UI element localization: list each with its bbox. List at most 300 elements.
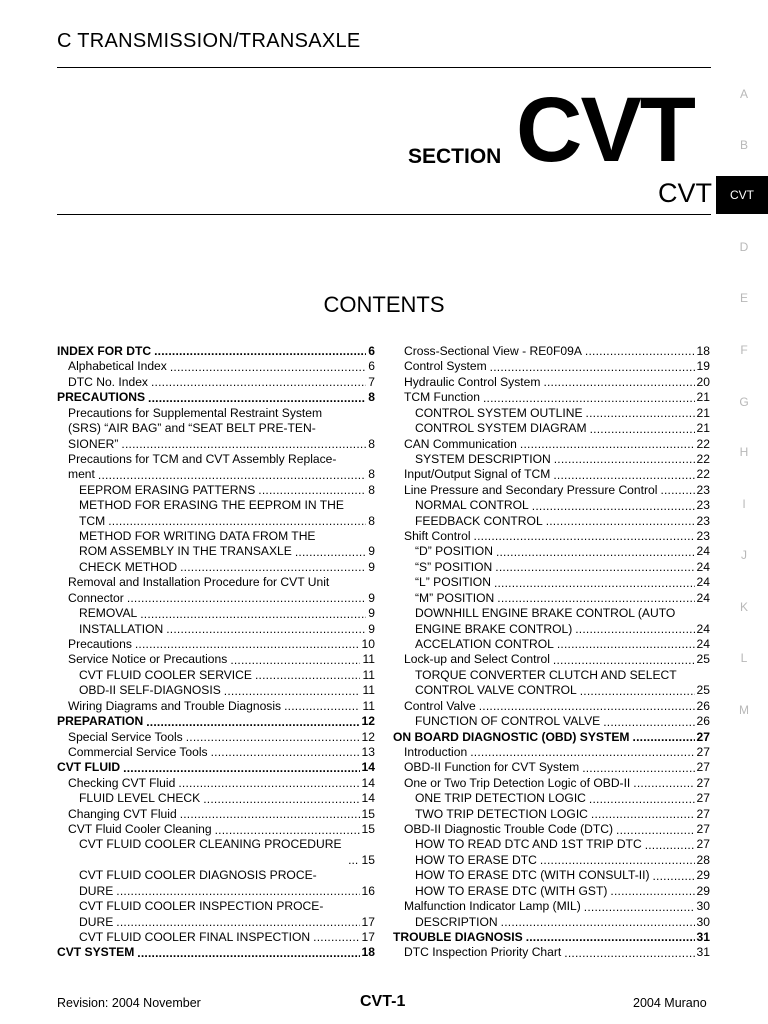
- toc-entry-title: Commercial Service Tools: [68, 744, 208, 759]
- toc-entry-title: TORQUE CONVERTER CLUTCH AND SELECT: [415, 667, 677, 682]
- toc-dot-leader: [483, 391, 695, 406]
- toc-dot-leader: [166, 622, 366, 637]
- toc-entry[interactable]: [393, 699, 710, 714]
- toc-entry[interactable]: [57, 591, 375, 606]
- toc-entry[interactable]: [57, 498, 375, 513]
- toc-entry-page: 9: [368, 590, 375, 605]
- toc-entry[interactable]: [57, 483, 375, 498]
- toc-entry[interactable]: [393, 606, 710, 621]
- toc-dot-leader: [470, 745, 694, 760]
- toc-entry-page: 24: [696, 621, 710, 636]
- toc-dot-leader: [479, 699, 695, 714]
- section-rule: [57, 214, 711, 215]
- toc-entry[interactable]: [57, 437, 375, 452]
- toc-entry-page: 12: [361, 729, 375, 744]
- toc-entry-page: 30: [696, 899, 710, 914]
- toc-entry-page: 23: [696, 498, 710, 513]
- toc-entry[interactable]: [393, 822, 710, 837]
- section-subtitle: CVT: [658, 178, 712, 208]
- toc-entry-title: CVT FLUID COOLER DIAGNOSIS PROCE-: [79, 868, 317, 883]
- toc-entry[interactable]: [57, 945, 375, 960]
- toc-entry-page: 24: [696, 637, 710, 651]
- toc-dot-leader: [633, 776, 694, 791]
- toc-entry-title: ONE TRIP DETECTION LOGIC: [415, 791, 586, 806]
- toc-dot-leader: [564, 946, 694, 961]
- toc-entry-title: HOW TO ERASE DTC: [415, 852, 537, 867]
- toc-dot-leader: [591, 807, 695, 822]
- toc-entry[interactable]: [393, 498, 710, 513]
- toc-dot-leader: [494, 576, 695, 591]
- toc-entry[interactable]: [393, 437, 710, 452]
- toc-entry[interactable]: [393, 421, 710, 436]
- toc-entry[interactable]: [57, 791, 375, 806]
- toc-dot-leader: [660, 483, 694, 498]
- toc-entry-page: 26: [696, 698, 710, 713]
- toc-entry-page: 16: [361, 883, 375, 898]
- toc-entry-title: CVT Fluid Cooler Cleaning: [68, 822, 212, 837]
- toc-entry-title: CVT FLUID COOLER SERVICE: [79, 667, 252, 682]
- toc-entry[interactable]: [57, 930, 375, 945]
- toc-entry[interactable]: [393, 868, 710, 883]
- toc-entry-page: 8: [368, 513, 375, 528]
- toc-entry[interactable]: [393, 838, 710, 853]
- toc-entry[interactable]: [393, 344, 710, 359]
- toc-entry[interactable]: [57, 452, 375, 467]
- toc-dot-leader: [178, 776, 359, 791]
- side-tab-l[interactable]: L: [740, 651, 748, 665]
- toc-right-column: [393, 344, 710, 961]
- toc-dot-leader: [137, 946, 359, 961]
- toc-entry-page: 27: [696, 775, 710, 790]
- toc-entry-title: (SRS) “AIR BAG” and “SEAT BELT PRE-TEN-: [68, 421, 316, 436]
- toc-entry-page: 29: [696, 868, 710, 883]
- toc-entry-title: REMOVAL: [79, 606, 138, 621]
- toc-entry-title: METHOD FOR WRITING DATA FROM THE: [79, 529, 316, 544]
- toc-entry[interactable]: [393, 591, 710, 606]
- footer-revision: Revision: 2004 November: [57, 996, 201, 1010]
- toc-entry[interactable]: [57, 884, 375, 899]
- toc-entry[interactable]: [57, 390, 375, 405]
- toc-dot-leader: [653, 869, 695, 884]
- side-tab-e[interactable]: E: [739, 291, 748, 305]
- side-tab-b[interactable]: B: [739, 138, 748, 152]
- toc-entry[interactable]: [393, 714, 710, 729]
- toc-entry[interactable]: [57, 375, 375, 390]
- toc-dot-leader: [151, 375, 366, 390]
- toc-entry-title: “S” POSITION: [415, 559, 493, 574]
- toc-entry-title: “D” POSITION: [415, 544, 493, 559]
- toc-entry-page: 30: [696, 914, 710, 929]
- side-tab-m[interactable]: M: [739, 703, 749, 717]
- toc-entry-page: 11: [362, 652, 375, 667]
- side-tab-cvt[interactable]: CVT: [716, 176, 768, 214]
- toc-entry-page: 26: [696, 714, 710, 729]
- toc-dot-leader: [526, 930, 695, 945]
- toc-entry-title: TCM Function: [404, 390, 480, 405]
- toc-entry[interactable]: [393, 359, 710, 374]
- toc-entry[interactable]: [393, 467, 710, 482]
- toc-entry-title: One or Two Trip Detection Logic of OBD-II: [404, 775, 631, 790]
- toc-entry[interactable]: [393, 637, 710, 652]
- toc-dot-leader: [580, 684, 695, 699]
- toc-entry-title: CAN Communication: [404, 436, 517, 451]
- toc-entry-page: 7: [368, 374, 375, 389]
- toc-dot-leader: [546, 514, 695, 529]
- toc-entry[interactable]: [393, 807, 710, 822]
- toc-entry[interactable]: [393, 652, 710, 667]
- toc-entry-title: TWO TRIP DETECTION LOGIC: [415, 806, 588, 821]
- side-tab-h[interactable]: H: [739, 445, 749, 459]
- toc-entry[interactable]: [393, 760, 710, 775]
- toc-entry-title: Connector: [68, 590, 124, 605]
- toc-entry[interactable]: [57, 637, 375, 652]
- toc-entry-title: ENGINE BRAKE CONTROL): [415, 621, 573, 636]
- toc-entry[interactable]: [57, 745, 375, 760]
- toc-entry-title: “M” POSITION: [415, 590, 495, 605]
- toc-dot-leader: [616, 823, 695, 838]
- toc-entry-title: Introduction: [404, 744, 468, 759]
- toc-entry-title: Checking CVT Fluid: [68, 775, 176, 790]
- toc-dot-leader: [284, 699, 360, 714]
- side-tab-f[interactable]: F: [740, 343, 748, 357]
- toc-entry-title: Shift Control: [404, 529, 471, 544]
- toc-entry[interactable]: [57, 714, 375, 729]
- toc-entry-title: METHOD FOR ERASING THE EEPROM IN THE: [79, 498, 344, 513]
- footer-model: 2004 Murano: [633, 996, 707, 1010]
- toc-entry-title: OBD-II Function for CVT System: [404, 760, 580, 775]
- toc-entry[interactable]: [393, 668, 710, 683]
- toc-dot-leader: [215, 823, 360, 838]
- toc-entry-title: “L” POSITION: [415, 575, 491, 590]
- toc-entry[interactable]: [393, 406, 710, 421]
- toc-entry-title: INSTALLATION: [79, 621, 164, 636]
- toc-entry-page: 12: [361, 714, 375, 729]
- toc-dot-leader: [116, 884, 359, 899]
- toc-dot-leader: [258, 483, 366, 498]
- toc-dot-leader: [495, 560, 694, 575]
- toc-entry-title: CVT FLUID: [57, 760, 121, 775]
- toc-entry[interactable]: [57, 529, 375, 544]
- toc-entry-title: CVT FLUID COOLER FINAL INSPECTION: [79, 930, 311, 945]
- toc-dot-leader: [474, 529, 695, 544]
- toc-entry-title: NORMAL CONTROL: [415, 498, 529, 513]
- toc-entry-page: 17: [361, 930, 375, 945]
- toc-entry-page: 27: [696, 729, 710, 744]
- toc-entry-title: OBD-II SELF-DIAGNOSIS: [79, 683, 221, 698]
- toc-entry-page: 14: [361, 791, 375, 806]
- side-tab-g[interactable]: G: [739, 395, 749, 409]
- toc-dot-leader: [154, 344, 366, 359]
- toc-entry-title: DURE: [79, 914, 114, 929]
- side-tab-k[interactable]: K: [739, 600, 748, 614]
- side-tab-d[interactable]: D: [739, 240, 749, 254]
- toc-dot-leader: [313, 930, 359, 945]
- toc-entry-title: Removal and Installation Procedure for CVT Unit: [68, 575, 330, 590]
- toc-entry-title: Control Valve: [404, 698, 476, 713]
- toc-entry[interactable]: [57, 699, 375, 714]
- toc-dot-leader: [135, 637, 360, 652]
- toc-entry-title: TCM: [79, 513, 106, 528]
- toc-entry-page: 6: [368, 343, 375, 358]
- toc-entry[interactable]: [393, 390, 710, 405]
- toc-entry[interactable]: [57, 822, 375, 837]
- toc-dot-leader: [557, 637, 695, 652]
- toc-dot-leader: [180, 807, 360, 822]
- toc-entry-page: 27: [696, 791, 710, 806]
- toc-entry-title: DURE: [79, 883, 114, 898]
- toc-entry[interactable]: [393, 730, 710, 745]
- toc-entry-page: 23: [696, 529, 710, 544]
- toc-entry-page: 27: [696, 760, 710, 775]
- toc-entry-page: 8: [368, 482, 375, 497]
- toc-entry-page: 25: [696, 683, 710, 698]
- toc-entry-page: 31: [696, 930, 710, 945]
- toc-entry-page: 28: [696, 852, 710, 867]
- toc-entry-title: CONTROL VALVE CONTROL: [415, 683, 577, 698]
- toc-entry-page: 25: [696, 652, 710, 667]
- toc-entry[interactable]: [57, 514, 375, 529]
- toc-entry-page: 24: [696, 544, 710, 559]
- toc-entry-page: 15: [361, 806, 375, 821]
- toc-entry-page: ... 15: [348, 852, 375, 867]
- toc-dot-leader: [224, 684, 361, 699]
- toc-dot-leader: [230, 653, 360, 668]
- toc-dot-leader: [586, 406, 695, 421]
- toc-entry[interactable]: [393, 915, 710, 930]
- toc-entry[interactable]: [57, 575, 375, 590]
- toc-entry[interactable]: [393, 622, 710, 637]
- toc-dot-leader: [590, 422, 695, 437]
- toc-entry[interactable]: [393, 884, 710, 899]
- toc-entry-page: 23: [696, 513, 710, 528]
- toc-entry-title: EEPROM ERASING PATTERNS: [79, 482, 256, 497]
- toc-entry-title: SYSTEM DESCRIPTION: [415, 451, 551, 466]
- toc-entry-page: 21: [696, 390, 710, 405]
- toc-dot-leader: [553, 653, 695, 668]
- toc-entry-page: 23: [696, 482, 710, 497]
- toc-entry-page: 18: [361, 945, 375, 960]
- toc-dot-leader: [108, 514, 366, 529]
- toc-entry-page: 10: [361, 637, 375, 651]
- toc-entry[interactable]: [393, 529, 710, 544]
- toc-entry-title: CHECK METHOD: [79, 559, 178, 574]
- toc-dot-leader: [490, 360, 695, 375]
- toc-entry[interactable]: [57, 868, 375, 883]
- toc-entry-page: 29: [696, 883, 710, 898]
- toc-dot-leader: [140, 607, 366, 622]
- toc-entry[interactable]: [57, 899, 375, 914]
- toc-dot-leader: [553, 468, 694, 483]
- toc-entry-title: ON BOARD DIAGNOSTIC (OBD) SYSTEM: [393, 729, 630, 744]
- toc-entry[interactable]: [393, 483, 710, 498]
- toc-dot-leader: [589, 792, 695, 807]
- toc-entry-title: FUNCTION OF CONTROL VALVE: [415, 714, 601, 729]
- contents-title: CONTENTS: [323, 292, 445, 317]
- toc-entry-page: 6: [368, 359, 375, 374]
- toc-entry-title: FEEDBACK CONTROL: [415, 513, 543, 528]
- toc-entry[interactable]: [57, 544, 375, 559]
- toc-entry-page: 21: [696, 405, 710, 420]
- toc-dot-leader: [585, 344, 695, 359]
- side-tab-j[interactable]: J: [741, 548, 747, 562]
- toc-entry-title: Hydraulic Control System: [404, 374, 541, 389]
- toc-entry-title: PREPARATION: [57, 714, 144, 729]
- toc-entry[interactable]: [57, 560, 375, 575]
- toc-dot-leader: [633, 730, 695, 745]
- toc-entry[interactable]: [57, 467, 375, 482]
- toc-entry-page: 17: [361, 914, 375, 929]
- toc-dot-leader: [123, 761, 359, 776]
- toc-entry-title: ment: [68, 467, 95, 482]
- toc-entry[interactable]: [393, 791, 710, 806]
- toc-entry-page: 27: [696, 837, 710, 852]
- toc-entry-page: 8: [368, 467, 375, 482]
- toc-entry-page: 11: [362, 698, 375, 713]
- side-tab-i[interactable]: I: [742, 497, 746, 511]
- toc-entry[interactable]: [393, 745, 710, 760]
- toc-dot-leader: [255, 668, 360, 683]
- toc-entry-page: 22: [696, 436, 710, 451]
- toc-entry[interactable]: [393, 514, 710, 529]
- toc-entry[interactable]: [393, 544, 710, 559]
- toc-entry-title: OBD-II Diagnostic Trouble Code (DTC): [404, 822, 614, 837]
- toc-dot-leader: [543, 375, 694, 390]
- toc-entry-page: 9: [368, 621, 375, 636]
- toc-entry-title: HOW TO ERASE DTC (WITH GST): [415, 883, 608, 898]
- toc-entry-page: 24: [696, 575, 710, 590]
- toc-entry-page: 20: [696, 374, 710, 389]
- toc-entry[interactable]: [393, 930, 710, 945]
- toc-dot-leader: [496, 545, 695, 560]
- chapter-header: C TRANSMISSION/TRANSAXLE: [57, 30, 361, 52]
- toc-dot-leader: [127, 591, 366, 606]
- toc-entry[interactable]: [57, 652, 375, 667]
- toc-entry[interactable]: [393, 945, 710, 960]
- toc-left-column: [57, 344, 375, 961]
- toc-entry-title: Special Service Tools: [68, 729, 183, 744]
- toc-entry-title: DESCRIPTION: [415, 914, 498, 929]
- toc-entry[interactable]: [57, 838, 375, 853]
- toc-entry-page: 8: [368, 390, 375, 405]
- toc-dot-leader: [540, 853, 695, 868]
- toc-dot-leader: [180, 560, 366, 575]
- toc-dot-leader: [532, 499, 695, 514]
- toc-entry-title: Cross-Sectional View - RE0F09A: [404, 343, 582, 358]
- toc-dot-leader: [554, 452, 695, 467]
- toc-entry-title: Lock-up and Select Control: [404, 652, 550, 667]
- toc-entry[interactable]: [393, 683, 710, 698]
- toc-entry[interactable]: [393, 853, 710, 868]
- toc-entry-title: CVT FLUID COOLER CLEANING PROCEDURE: [79, 837, 342, 852]
- toc-dot-leader: [645, 838, 695, 853]
- toc-dot-leader: [186, 730, 360, 745]
- toc-entry[interactable]: [57, 853, 375, 868]
- toc-entry-title: Wiring Diagrams and Trouble Diagnosis: [68, 698, 282, 713]
- toc-entry[interactable]: [393, 575, 710, 590]
- toc-entry-page: 19: [696, 359, 710, 374]
- toc-entry-title: Precautions: [68, 637, 132, 651]
- toc-entry[interactable]: [57, 421, 375, 436]
- toc-entry-title: CONTROL SYSTEM OUTLINE: [415, 405, 583, 420]
- toc-entry[interactable]: [57, 730, 375, 745]
- toc-dot-leader: [203, 792, 359, 807]
- toc-entry-title: CONTROL SYSTEM DIAGRAM: [415, 421, 587, 436]
- toc-entry[interactable]: [57, 606, 375, 621]
- toc-entry-title: Control System: [404, 359, 487, 374]
- toc-entry-page: 13: [361, 744, 375, 759]
- toc-entry-page: 27: [696, 806, 710, 821]
- toc-entry-page: 15: [361, 822, 375, 837]
- toc-entry-page: 24: [696, 590, 710, 605]
- toc-entry[interactable]: [57, 359, 375, 374]
- toc-entry[interactable]: [393, 560, 710, 575]
- toc-entry-title: ACCELATION CONTROL: [415, 637, 554, 651]
- toc-entry-title: Service Notice or Precautions: [68, 652, 228, 667]
- toc-entry-page: 27: [696, 822, 710, 837]
- toc-entry-page: 11: [362, 683, 375, 698]
- toc-dot-leader: [295, 545, 366, 560]
- toc-entry[interactable]: [57, 683, 375, 698]
- toc-entry-page: 14: [361, 760, 375, 775]
- toc-entry[interactable]: [57, 760, 375, 775]
- toc-entry[interactable]: [393, 776, 710, 791]
- toc-dot-leader: [211, 745, 360, 760]
- toc-dot-leader: [116, 915, 359, 930]
- toc-entry-page: 11: [362, 667, 375, 682]
- toc-entry[interactable]: [57, 406, 375, 421]
- toc-entry-title: Precautions for Supplemental Restraint System: [68, 405, 323, 420]
- toc-dot-leader: [501, 915, 695, 930]
- header-rule: [57, 67, 711, 68]
- toc-dot-leader: [121, 437, 366, 452]
- toc-entry-title: PRECAUTIONS: [57, 390, 146, 405]
- toc-entry-title: Precautions for TCM and CVT Assembly Replace-: [68, 451, 337, 466]
- toc-entry-page: 21: [696, 421, 710, 436]
- toc-entry-page: 18: [696, 343, 710, 358]
- toc-dot-leader: [497, 591, 694, 606]
- toc-entry[interactable]: [57, 344, 375, 359]
- toc-entry[interactable]: [57, 915, 375, 930]
- toc-dot-leader: [582, 761, 694, 776]
- toc-entry-title: Changing CVT Fluid: [68, 806, 177, 821]
- section-label: SECTION: [408, 145, 502, 168]
- toc-entry-page: 14: [361, 775, 375, 790]
- toc-entry-title: ROM ASSEMBLY IN THE TRANSAXLE: [79, 544, 292, 559]
- toc-entry-page: 22: [696, 451, 710, 466]
- toc-entry[interactable]: [393, 452, 710, 467]
- toc-entry-title: Alphabetical Index: [68, 359, 167, 374]
- toc-entry-title: INDEX FOR DTC: [57, 343, 152, 358]
- toc-entry[interactable]: [57, 668, 375, 683]
- toc-entry[interactable]: [57, 622, 375, 637]
- toc-entry-title: HOW TO ERASE DTC (WITH CONSULT-II): [415, 868, 650, 883]
- side-tab-a[interactable]: A: [739, 87, 748, 101]
- toc-entry-title: Malfunction Indicator Lamp (MIL): [404, 899, 581, 914]
- toc-dot-leader: [575, 622, 694, 637]
- toc-entry-title: TROUBLE DIAGNOSIS: [393, 930, 523, 945]
- toc-dot-leader: [603, 715, 694, 730]
- toc-entry[interactable]: [57, 776, 375, 791]
- toc-entry-page: 27: [696, 744, 710, 759]
- footer-page-id: CVT-1: [360, 993, 406, 1010]
- toc-entry-title: FLUID LEVEL CHECK: [79, 791, 201, 806]
- toc-entry-title: DTC No. Index: [68, 374, 148, 389]
- toc-entry-title: Input/Output Signal of TCM: [404, 467, 551, 482]
- toc-entry[interactable]: [57, 807, 375, 822]
- toc-entry[interactable]: [393, 899, 710, 914]
- toc-entry-title: HOW TO READ DTC AND 1ST TRIP DTC: [415, 837, 642, 852]
- toc-entry[interactable]: [393, 375, 710, 390]
